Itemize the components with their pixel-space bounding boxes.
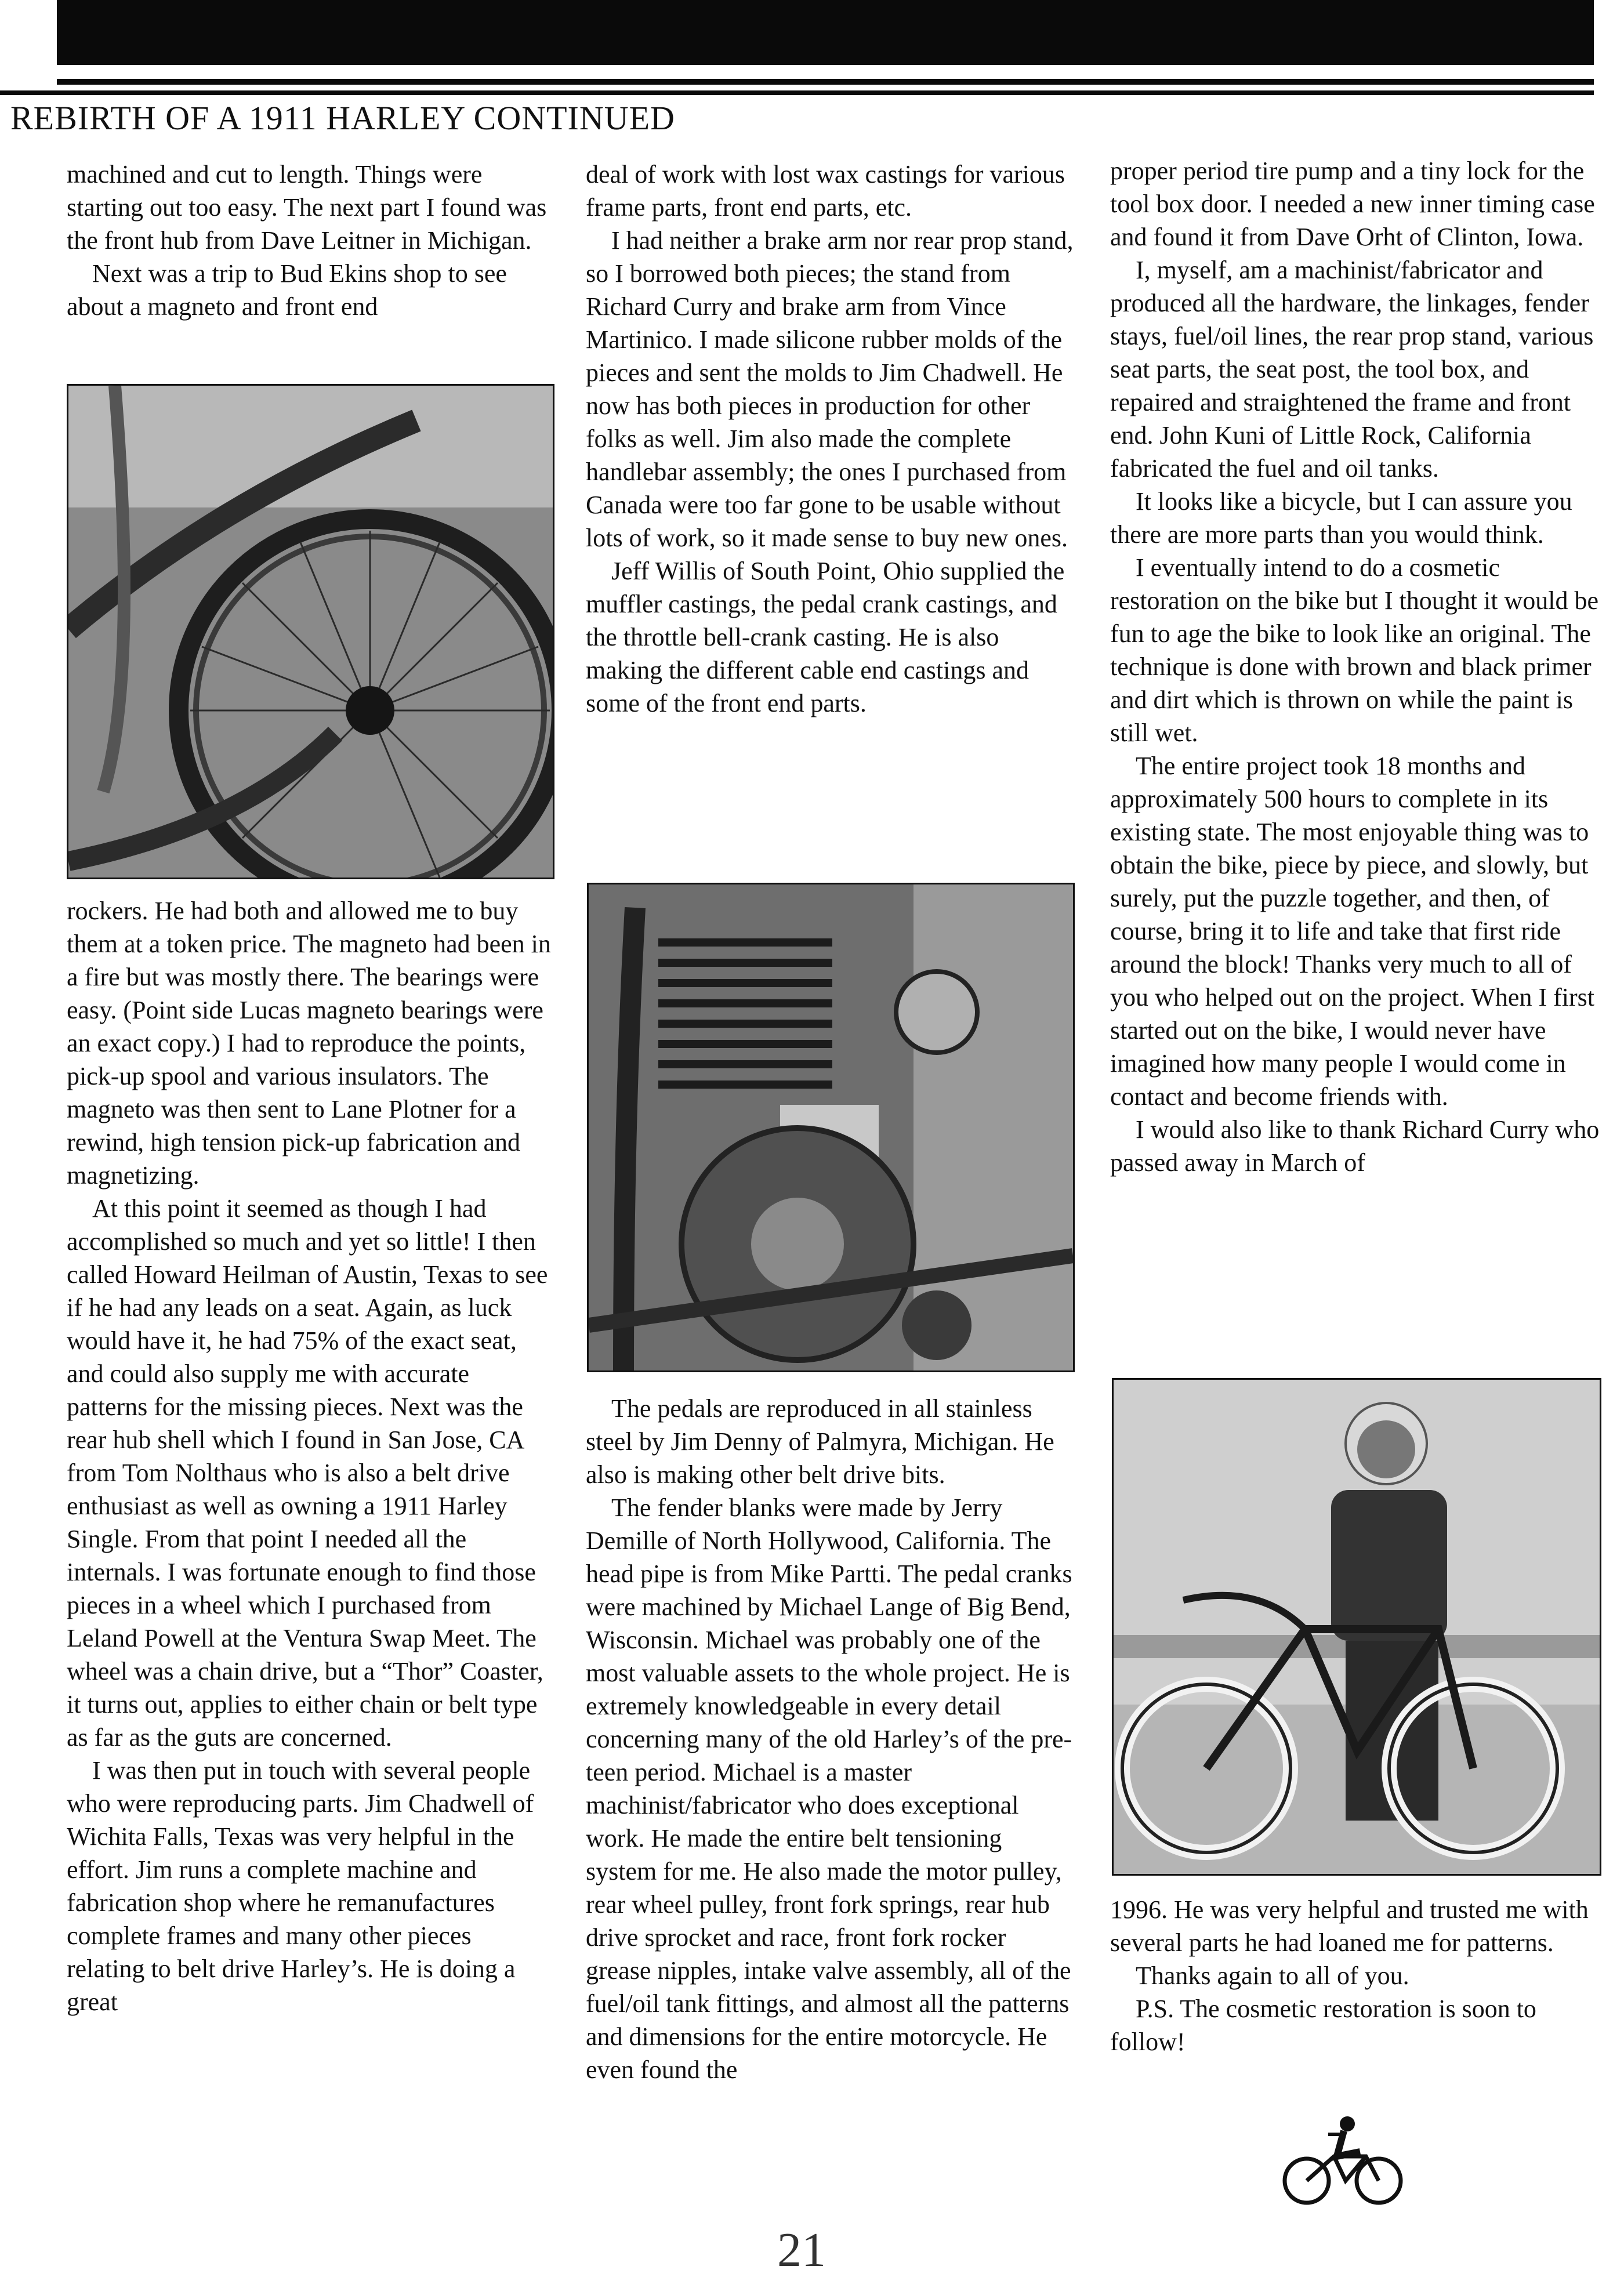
paragraph: The fender blanks were made by Jerry Demille of North Hollywood, California. The head pipe is from Mike Partti. The pedal cranks were machined by Michael Lange of Big Bend, Wisconsin. Michael was probably one of the most valuable assets to the whole project. He is extremely knowledgeable in every detail concerning many of the old Harley’s of the pre-teen period. Michael is a master machinist/fabricator who does exceptional work. He made the entire belt tensioning system for me. He also made the motor pulley, rear wheel pulley, front fork springs, rear hub drive sprocket and race, front fork rocker grease nipples, intake valve assembly, all of the fuel/oil tank fittings, and almost all the patterns and dimensions for the entire motorcycle. He even found the xyxy=(586,1493,1072,2084)
paragraph: 1996. He was very helpful and trusted me with several parts he had loaned me for patterns. xyxy=(1110,1895,1589,1957)
column-3-bottom xyxy=(1110,1893,1600,2058)
paragraph: I was then put in touch with several people who were reproducing parts. Jim Chadwell of Wichita Falls, Texas was very helpful in the effort. Jim runs a complete machine and fabrication shop where he remanufactures complete frames and many other pieces relating to belt drive Harley’s. He is doing a great xyxy=(67,1756,534,2016)
header-rule xyxy=(57,79,1594,85)
paragraph: Thanks again to all of you. xyxy=(1136,1961,1409,1990)
paragraph: The entire project took 18 months and approximately 500 hours to complete in its existing state. The most enjoyable thing was to obtain the bike, piece by piece, and slowly, but surely, put the puzzle together, and then, of course, bring it to life and take that first ride around the block! Thanks very much to all of you who helped out on the project. When I first started out on the bike, I would never have imagined how many people I would come in contact and become friends with. xyxy=(1110,752,1594,1111)
header-rule xyxy=(0,90,1594,95)
column-2-top xyxy=(586,158,1076,720)
section-header: REBIRTH OF A 1911 HARLEY CONTINUED xyxy=(10,99,675,137)
paragraph: I eventually intend to do a cosmetic restoration on the bike but I thought it would be fun to age the bike to look like an original. The technique is done with brown and black primer and dirt which is thrown on while the paint is still wet. xyxy=(1110,553,1598,747)
paragraph: I would also like to thank Richard Curry who passed away in March of xyxy=(1110,1115,1600,1177)
column-1-bottom xyxy=(67,894,554,2018)
paragraph: I, myself, am a machinist/fabricator and produced all the hardware, the linkages, fender stays, fuel/oil lines, the rear prop stand, various seat parts, the seat post, the tool box, and repaired and straightened the frame and front end. John Kuni of Little Rock, California fabricated the fuel and oil tanks. xyxy=(1110,256,1594,483)
column-1-top xyxy=(67,158,554,323)
paragraph: Next was a trip to Bud Ekins shop to see about a magneto and front end xyxy=(67,259,507,321)
paragraph: machined and cut to length. Things were starting out too easy. The next part I found was the front hub from Dave Leitner in Michigan. xyxy=(67,160,547,255)
paragraph: It looks like a bicycle, but I can assure you there are more parts than you would think. xyxy=(1110,487,1572,549)
column-2-bottom xyxy=(586,1392,1076,2086)
paragraph: At this point it seemed as though I had accomplished so much and yet so little! I then called Howard Heilman of Austin, Texas to see if he had any leads on a seat. Again, as luck would have it, he had 75% of the exact seat, and could also supply me with accurate patterns for the missing pieces. Next was the rear hub shell which I found in San Jose, CA from Tom Nolthaus who is also a belt drive enthusiast as well as owning a 1911 Harley Single. From that point I needed all the internals. I was fortunate enough to find those pieces in a wheel which I purchased from Leland Powell at the Ventura Swap Meet. The wheel was a chain drive, but a “Thor” Coaster, it turns out, applies to either chain or belt type as far as the guts are concerned. xyxy=(67,1194,548,1752)
photo-engine xyxy=(587,883,1075,1372)
paragraph: Jeff Willis of South Point, Ohio supplied the muffler castings, the pedal crank castings, and the throttle bell-crank casting. He is also making the different cable end castings and some of the front end parts. xyxy=(586,557,1065,717)
header-black-bar xyxy=(57,0,1594,65)
column-3-top xyxy=(1110,154,1600,1179)
paragraph: The pedals are reproduced in all stainless steel by Jim Denny of Palmyra, Michigan. He also is making other belt drive bits. xyxy=(586,1394,1054,1489)
paragraph: proper period tire pump and a tiny lock for the tool box door. I needed a new inner timing case and found it from Dave Orht of Clinton, Iowa. xyxy=(1110,157,1595,251)
paragraph: I had neither a brake arm nor rear prop stand, so I borrowed both pieces; the stand from Richard Curry and brake arm from Vince Martinico. I made silicone rubber molds of the pieces and sent the molds to Jim Chadwell. He now has both pieces in production for other folks as well. Jim also made the complete handlebar assembly; the ones I purchased from Canada were too far gone to be usable without lots of work, so it made sense to buy new ones. xyxy=(586,226,1074,552)
photo-owner-with-bike xyxy=(1112,1378,1601,1876)
paragraph: deal of work with lost wax castings for various frame parts, front end parts, etc. xyxy=(586,160,1065,222)
motorcycle-rider-logo xyxy=(1279,2111,1406,2210)
paragraph: rockers. He had both and allowed me to buy them at a token price. The magneto had been in a fire but was mostly there. The bearings were easy. (Point side Lucas magneto bearings were an exact copy.) I had to reproduce the points, pick-up spool and various insulators. The magneto was then sent to Lane Plotner for a rewind, high tension pick-up fabrication and magnetizing. xyxy=(67,897,551,1190)
photo-front-wheel xyxy=(67,384,554,879)
paragraph: P.S. The cosmetic restoration is soon to follow! xyxy=(1110,1995,1536,2056)
page-number: 21 xyxy=(777,2223,826,2277)
